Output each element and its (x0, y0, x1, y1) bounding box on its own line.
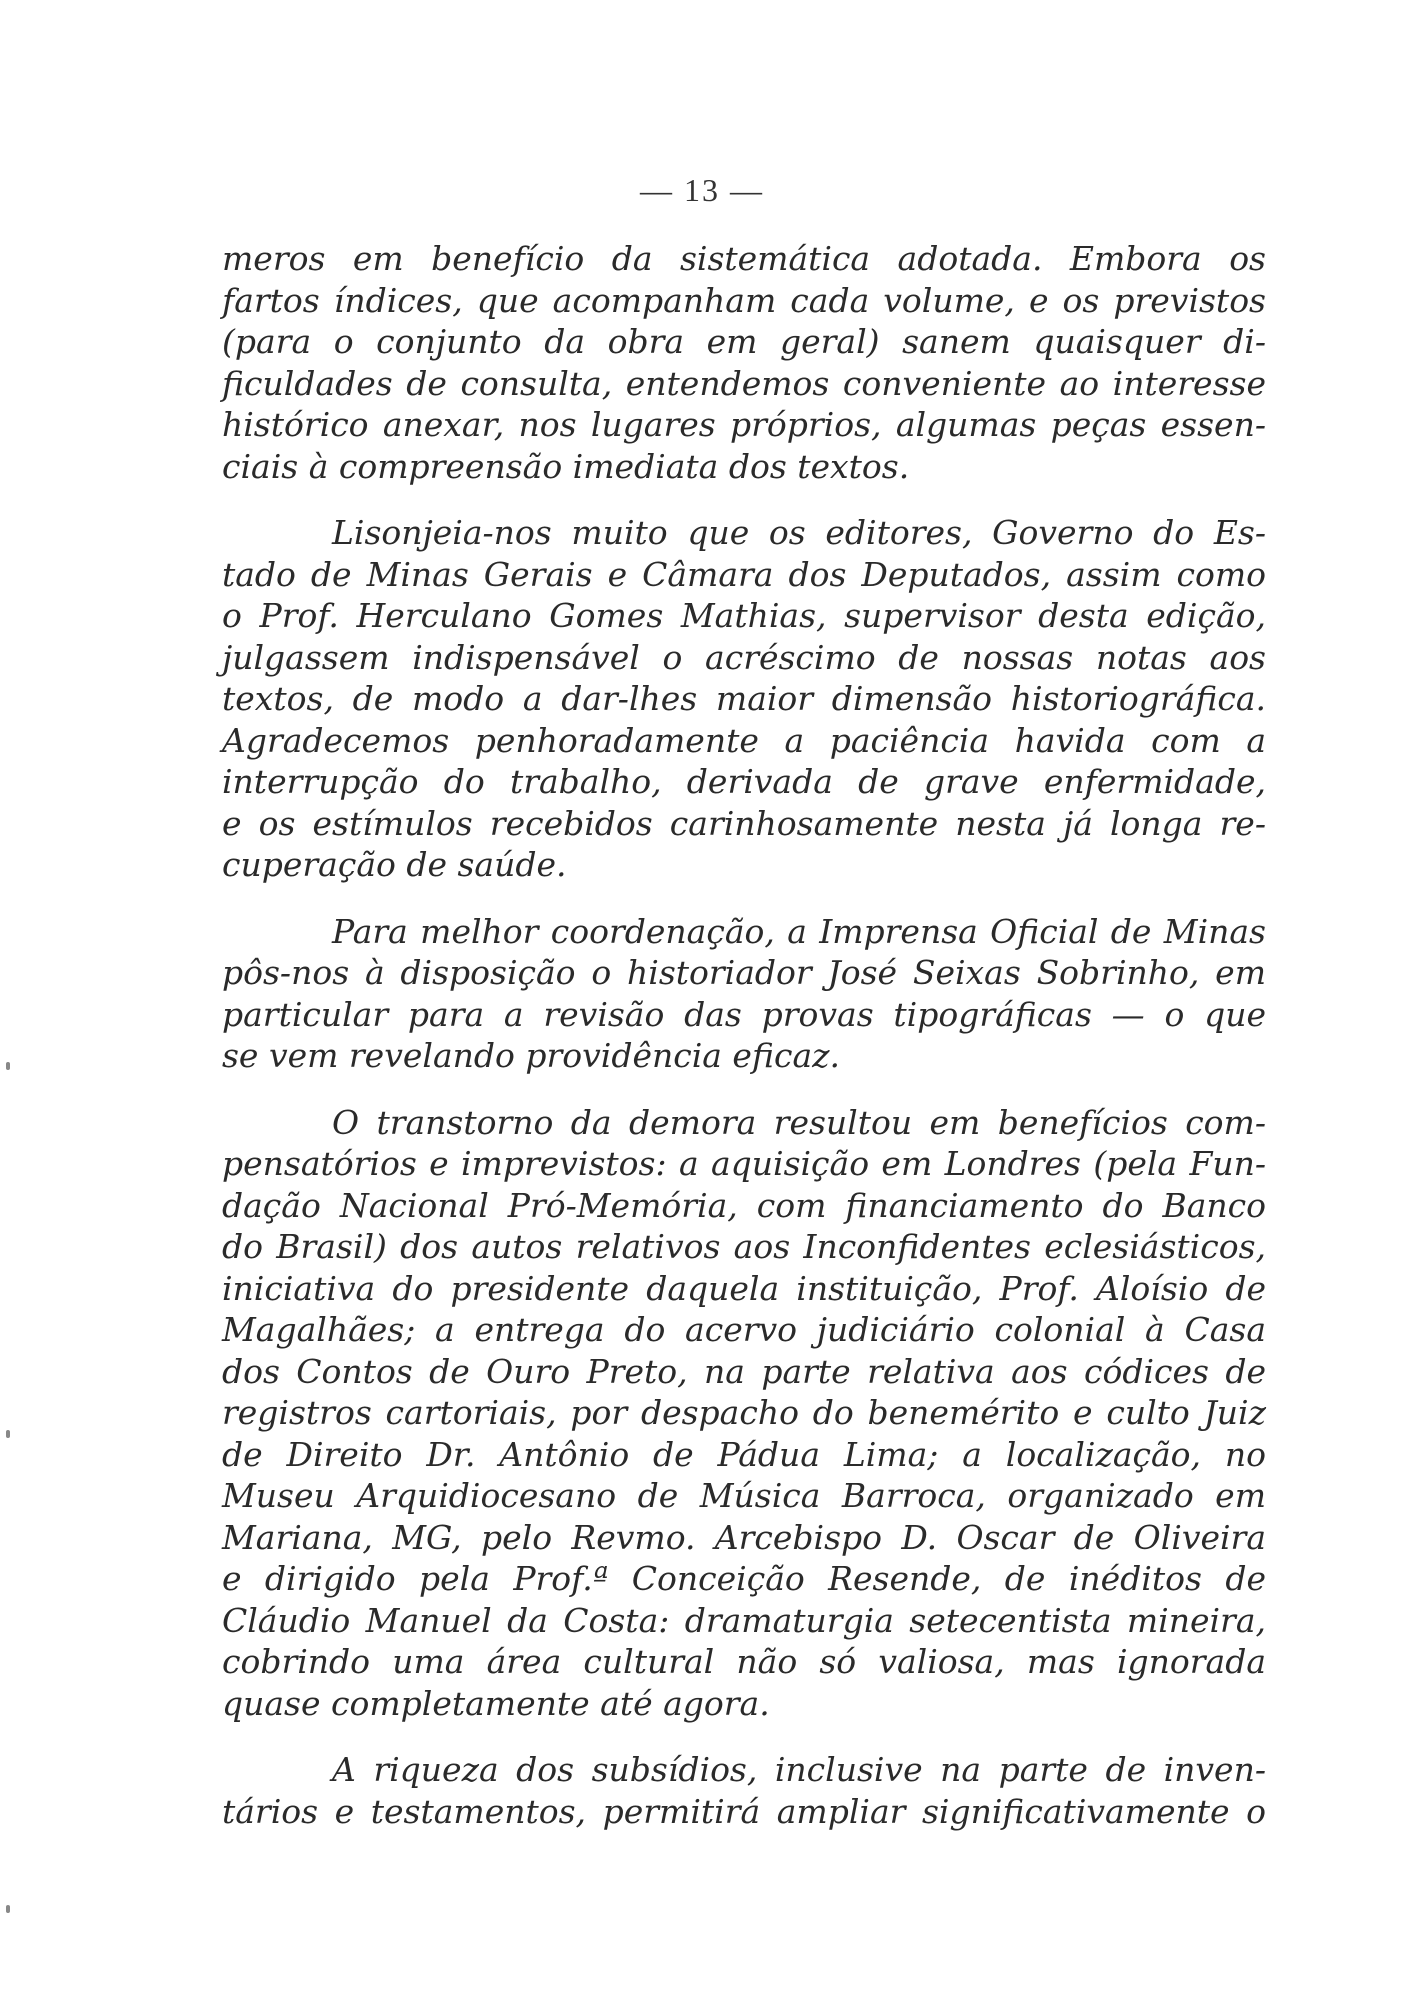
text-line: iniciativa do presidente daquela instituição, Prof. Aloísio de (222, 1268, 1266, 1308)
text-line: Museu Arquidiocesano de Música Barroca, organizado em (222, 1476, 1266, 1515)
text-line: Lisonjeia-nos muito que os editores, Governo do Es- (332, 513, 1266, 552)
text-line: A riqueza dos subsídios, inclusive na parte de inven- (332, 1750, 1266, 1789)
page-number: — 13 — (640, 172, 764, 208)
text-line: quase completamente até agora. (222, 1683, 770, 1723)
text-line: cuperação de saúde. (222, 845, 567, 884)
text-line: textos, de modo a dar-lhes maior dimensão historiográfica. (222, 679, 1266, 718)
text-line: Cláudio Manuel da Costa: dramaturgia setecentista mineira, (222, 1600, 1266, 1640)
scan-speck (6, 1430, 10, 1438)
text-line: Agradecemos penhoradamente a paciência havida com a (222, 720, 1266, 760)
text-line: o Prof. Herculano Gomes Mathias, supervisor desta edição, (222, 596, 1266, 635)
text-line: histórico anexar, nos lugares próprios, algumas peças essen- (222, 405, 1266, 444)
text-line: julgassem indispensável o acréscimo de nossas notas aos (222, 637, 1266, 677)
text-line: Mariana, MG, pelo Revmo. Arcebispo D. Oscar de Oliveira (222, 1517, 1266, 1557)
text-line: dos Contos de Ouro Preto, na parte relativa aos códices de (222, 1351, 1266, 1391)
text-line: de Direito Dr. Antônio de Pádua Lima; a localização, no (222, 1434, 1266, 1474)
text-line: pensatórios e imprevistos: a aquisição em Londres (pela Fun- (222, 1144, 1266, 1183)
paragraph-5 (222, 1749, 1266, 1832)
text-line: O transtorno da demora resultou em benefícios com- (332, 1102, 1266, 1142)
text-line: ficuldades de consulta, entendemos conveniente ao interesse (222, 363, 1266, 403)
text-line: e os estímulos recebidos carinhosamente nesta já longa re- (222, 803, 1266, 843)
text-line: pôs-nos à disposição o historiador José Seixas Sobrinho, em (222, 953, 1266, 992)
text-line: do Brasil) dos autos relativos aos Inconfidentes eclesiásticos, (222, 1227, 1266, 1266)
text-line: e dirigido pela Prof.ª Conceição Resende, de inéditos de (222, 1559, 1266, 1598)
text-line: dação Nacional Pró-Memória, com financiamento do Banco (222, 1185, 1266, 1225)
text-line: cobrindo uma área cultural não só valiosa, mas ignorada (222, 1642, 1266, 1681)
paragraph-2 (222, 512, 1266, 886)
text-line: Magalhães; a entrega do acervo judiciário colonial à Casa (222, 1310, 1266, 1349)
text-line: particular para a revisão das provas tipográficas — o que (222, 994, 1266, 1034)
text-line: interrupção do trabalho, derivada de grave enfermidade, (222, 762, 1266, 801)
text-line: Para melhor coordenação, a Imprensa Oficial de Minas (332, 911, 1266, 951)
text-line: fartos índices, que acompanham cada volume, e os previstos (222, 280, 1266, 320)
paragraph-1 (222, 238, 1266, 487)
text-line: se vem revelando providência eficaz. (222, 1036, 840, 1075)
body-text (222, 238, 1266, 1832)
text-line: tários e testamentos, permitirá ampliar significativamente o (222, 1791, 1266, 1831)
scan-speck (6, 1062, 10, 1070)
text-line: (para o conjunto da obra em geral) sanem quaisquer di- (222, 322, 1266, 361)
text-line: ciais à compreensão imediata dos textos. (222, 446, 910, 486)
text-line: tado de Minas Gerais e Câmara dos Deputados, assim como (222, 554, 1266, 594)
paragraph-4 (222, 1102, 1266, 1725)
paragraph-3 (222, 911, 1266, 1077)
scan-speck (6, 1905, 10, 1913)
text-line: registros cartoriais, por despacho do benemérito e culto Juiz (222, 1393, 1266, 1432)
text-line: meros em benefício da sistemática adotada. Embora os (222, 239, 1266, 278)
